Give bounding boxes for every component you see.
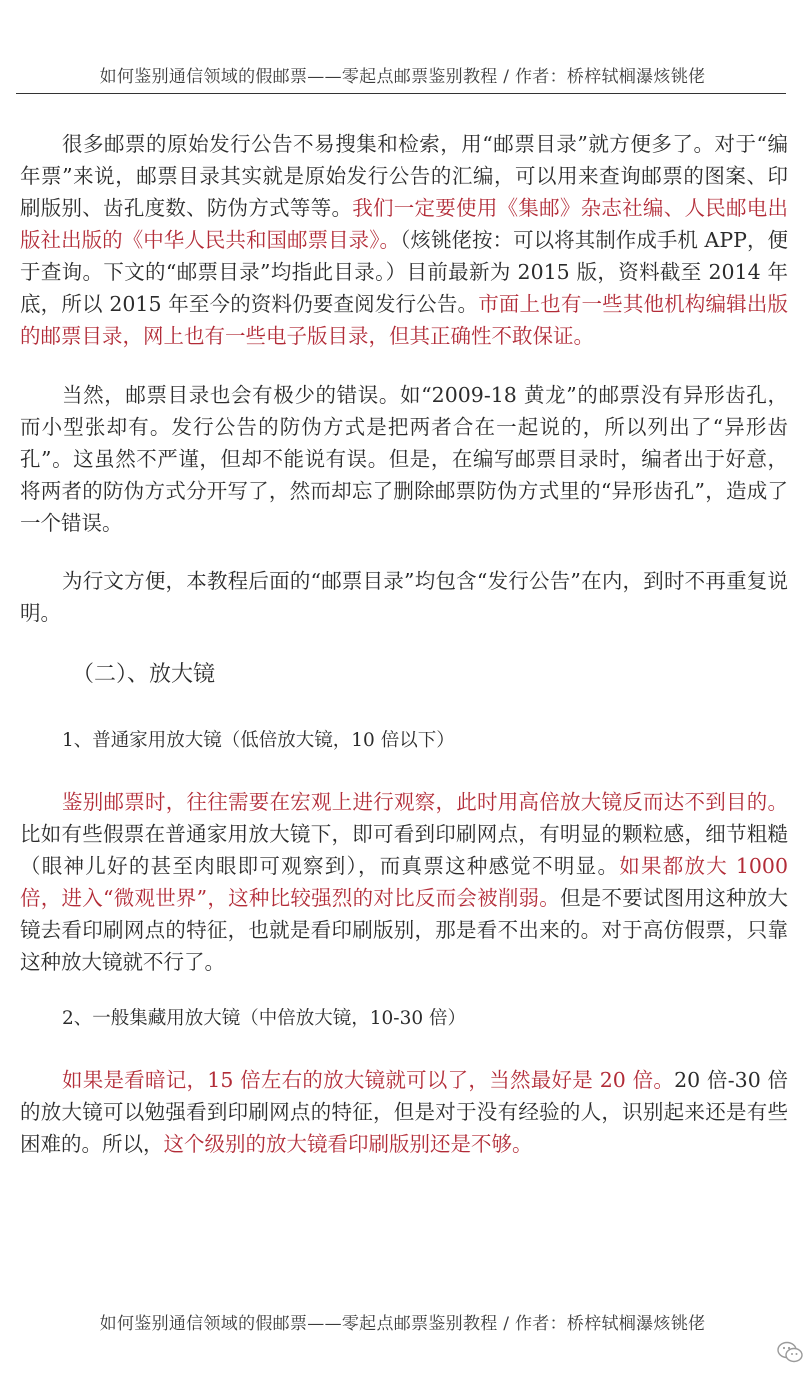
paragraph-1-emphasis-d: 市面上也有一些其他机构编辑出版的邮票目录，网上也有一些电子版目录，但其正确性不敢保证。 <box>20 292 789 348</box>
paragraph-5 <box>20 1064 788 1160</box>
paragraph-4-text-d: 但是不要试图用这种放大镜去看印刷网点的特征，也就是看印刷版别，那是看不出来的。对于高仿假票，只靠这种放大镜就不行了。 <box>20 886 789 974</box>
paragraph-4-emphasis-a: 鉴别邮票时，往往需要在宏观上进行观察，此时用高倍放大镜反而达不到目的。 <box>62 790 788 814</box>
page-header: 如何鉴别通信领域的假邮票——零起点邮票鉴别教程 / 作者：桥梓轼榈瀑烗铫佬 <box>99 67 706 87</box>
paragraph-4-text-b: 比如有些假票在普通家用放大镜下，即可看到印刷网点，有明显的颗粒感，细节粗糙（眼神儿好的甚至肉眼即可观察到），而真票这种感觉不明显。 <box>20 822 788 878</box>
paragraph-5-emphasis-a: 如果是看暗记，15 倍左右的放大镜就可以了，当然最好是 20 倍。 <box>62 1068 675 1092</box>
paragraph-4-emphasis-c: 如果都放大 1000 倍，进入“微观世界”，这种比较强烈的对比反而会被削弱。 <box>20 854 789 910</box>
paragraph-4 <box>20 786 788 978</box>
paragraph-3-text: 为行文方便，本教程后面的“邮票目录”均包含“发行公告”在内，到时不再重复说明。 <box>20 569 788 625</box>
paragraph-1-text-a: 很多邮票的原始发行公告不易搜集和检索，用“邮票目录”就方便多了。对于“编年票”来说，邮票目录其实就是原始发行公告的汇编，可以用来查询邮票的图案、印刷版别、齿孔度数、防伪方式等等。 <box>20 132 788 220</box>
paragraph-5-emphasis-c: 这个级别的放大镜看印刷版别还是不够。 <box>163 1132 533 1156</box>
paragraph-1-text-c: （烗铫佬按：可以将其制作成手机 APP，便于查询。下文的“邮票目录”均指此目录。）目前最新为 2015 版，资料截至 2014 年底，所以 2015 年至今的资料仍要查阅发行公告。 <box>20 228 788 316</box>
paragraph-5-text-b: 20 倍-30 倍的放大镜可以勉强看到印刷网点的特征，但是对于没有经验的人，识别起来还是有些困难的。所以， <box>20 1068 789 1156</box>
subheading-1: 1、普通家用放大镜（低倍放大镜，10 倍以下） <box>62 730 455 751</box>
wechat-icon <box>776 1340 804 1364</box>
paragraph-2-text: 当然，邮票目录也会有极少的错误。如“2009-18 黄龙”的邮票没有异形齿孔，而小型张却有。发行公告的防伪方式是把两者合在一起说的，所以列出了“异形齿孔”。这虽然不严谨，但却不能说有误。但是，在编写邮票目录时，编者出于好意，将两者的防伪方式分开写了，然而却忘了删除邮票防伪方式里的“异形齿孔”，造成了一个错误。 <box>20 383 788 535</box>
paragraph-1 <box>20 128 788 352</box>
paragraph-2 <box>20 379 788 539</box>
header-divider <box>16 93 786 94</box>
paragraph-3 <box>20 565 788 629</box>
paragraph-1-emphasis-b: 我们一定要使用《集邮》杂志社编、人民邮电出版社出版的《中华人民共和国邮票目录》。 <box>20 196 789 252</box>
section-heading: （二）、放大镜 <box>72 662 216 687</box>
page-footer: 如何鉴别通信领域的假邮票——零起点邮票鉴别教程 / 作者：桥梓轼榈瀑烗铫佬 <box>99 1314 706 1334</box>
subheading-2: 2、一般集藏用放大镜（中倍放大镜，10-30 倍） <box>62 1008 466 1029</box>
